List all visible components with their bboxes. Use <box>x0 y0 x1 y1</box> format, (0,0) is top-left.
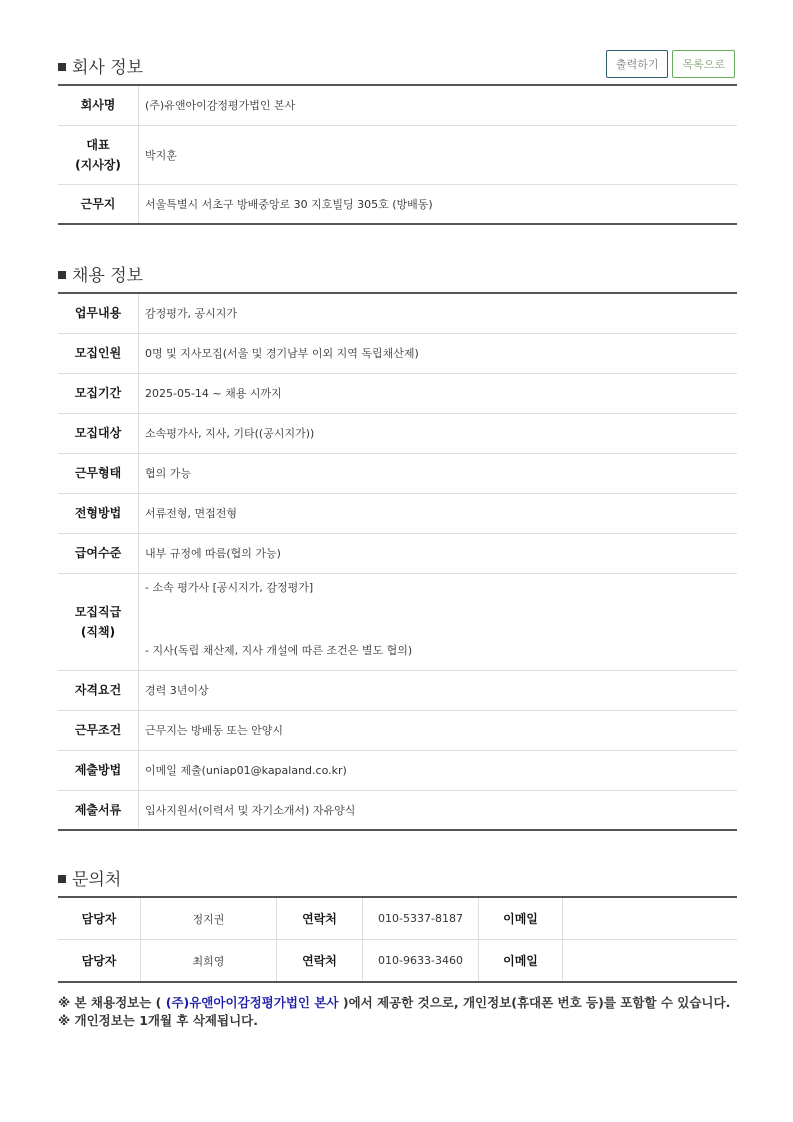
row-value: 0명 및 지사모집(서울 및 경기남부 이외 지역 독립채산제) <box>139 333 738 373</box>
table-row <box>58 573 737 670</box>
row-label-line1: 대표 <box>86 137 110 152</box>
row-value: 소속평가사, 지사, 기타((공시지가)) <box>139 413 738 453</box>
row-value: 경력 3년이상 <box>139 670 738 710</box>
row-label <box>58 125 139 184</box>
company-table <box>58 84 737 225</box>
row-label: 근무형태 <box>58 453 139 493</box>
row-value: 입사지원서(이력서 및 자기소개서) 자유양식 <box>145 803 356 817</box>
row-label: 제출방법 <box>58 750 139 790</box>
notice-company: (주)유앤아이감정평가법인 본사 <box>165 995 339 1010</box>
recruit-section-header <box>58 252 737 292</box>
row-value: 협의 가능 <box>139 453 738 493</box>
row-label: 전형방법 <box>58 493 139 533</box>
table-row <box>58 940 737 983</box>
recruit-table <box>58 292 737 831</box>
manager-label: 담당자 <box>58 940 141 983</box>
page <box>58 0 737 1030</box>
row-label: 업무내용 <box>58 293 139 333</box>
workplace-value: 서울특별시 서초구 방배중앙로 30 지호빌딩 305호 (방배동) <box>145 197 433 211</box>
manager-name: 최희영 <box>141 940 277 983</box>
row-value: 감정평가, 공시지가 <box>139 293 738 333</box>
table-row <box>58 85 737 125</box>
table-row <box>58 790 737 830</box>
company-title-text: 회사 정보 <box>72 58 144 78</box>
table-row <box>58 373 737 413</box>
email-value <box>563 940 738 983</box>
row-label: 모집인원 <box>58 333 139 373</box>
email-value <box>563 897 738 940</box>
row-label: 제출서류 <box>58 790 139 830</box>
phone-value: 010-9633-3460 <box>363 940 479 983</box>
row-value: 2025-05-14 ~ 채용 시까지 <box>139 373 738 413</box>
table-row <box>58 897 737 940</box>
table-row <box>58 413 737 453</box>
email-label: 이메일 <box>479 940 563 983</box>
row-value: 이메일 제출(uniap01@kapaland.co.kr) <box>139 750 738 790</box>
representative-value: 박지훈 <box>139 125 738 184</box>
table-row <box>58 293 737 333</box>
contact-section-header <box>58 856 737 896</box>
position-line2: - 지사(독립 채산제, 지사 개설에 따른 조건은 별도 협의) <box>145 643 413 657</box>
table-row <box>58 710 737 750</box>
row-value: 내부 규정에 따름(협의 가능) <box>139 533 738 573</box>
notice-line1 <box>58 994 737 1012</box>
company-section-header <box>58 44 737 84</box>
contact-title-text: 문의처 <box>72 870 122 890</box>
row-label: 모집기간 <box>58 373 139 413</box>
phone-value: 010-5337-8187 <box>363 897 479 940</box>
table-row <box>58 750 737 790</box>
row-label: 근무지 <box>58 184 139 224</box>
table-row <box>58 333 737 373</box>
table-row <box>58 670 737 710</box>
row-label-line2: (지사장) <box>75 157 121 172</box>
row-label <box>58 573 139 670</box>
table-row <box>58 493 737 533</box>
table-row <box>58 453 737 493</box>
table-row <box>58 125 737 184</box>
position-line1: - 소속 평가사 [공시지가, 감정평가] <box>145 580 314 594</box>
row-label: 자격요건 <box>58 670 139 710</box>
row-value <box>139 573 738 670</box>
square-bullet-icon <box>58 63 66 71</box>
row-label-line1: 모집직급 <box>74 604 122 619</box>
row-label: 근무조건 <box>58 710 139 750</box>
manager-label: 담당자 <box>58 897 141 940</box>
notice-line2: ※ 개인정보는 1개월 후 삭제됩니다. <box>58 1013 258 1028</box>
row-label: 회사명 <box>58 85 139 125</box>
row-value: 서류전형, 면접전형 <box>139 493 738 533</box>
phone-label: 연락처 <box>277 940 363 983</box>
table-row <box>58 533 737 573</box>
contact-section-title <box>58 865 121 890</box>
action-buttons <box>606 50 735 78</box>
table-row <box>58 184 737 224</box>
privacy-notice <box>58 994 737 1030</box>
notice-prefix: ※ 본 채용정보는 ( <box>58 995 166 1010</box>
square-bullet-icon <box>58 875 66 883</box>
row-label: 모집대상 <box>58 413 139 453</box>
list-button[interactable]: 목록으로 <box>672 50 735 78</box>
company-name-value: (주)유앤아이감정평가법인 본사 <box>139 85 738 125</box>
row-label: 급여수준 <box>58 533 139 573</box>
recruit-title-text: 채용 정보 <box>72 266 144 286</box>
email-label: 이메일 <box>479 897 563 940</box>
notice-suffix: )에서 제공한 것으로, 개인정보(휴대폰 번호 등)를 포함할 수 있습니다. <box>338 995 731 1010</box>
contact-table <box>58 896 737 983</box>
square-bullet-icon <box>58 271 66 279</box>
row-label-line2: (직책) <box>80 624 116 639</box>
manager-name: 정지권 <box>141 897 277 940</box>
recruit-section-title <box>58 261 143 286</box>
company-section-title <box>58 53 143 78</box>
row-value: 근무지는 방배동 또는 안양시 <box>139 710 738 750</box>
phone-label: 연락처 <box>277 897 363 940</box>
print-button[interactable]: 출력하기 <box>606 50 669 78</box>
